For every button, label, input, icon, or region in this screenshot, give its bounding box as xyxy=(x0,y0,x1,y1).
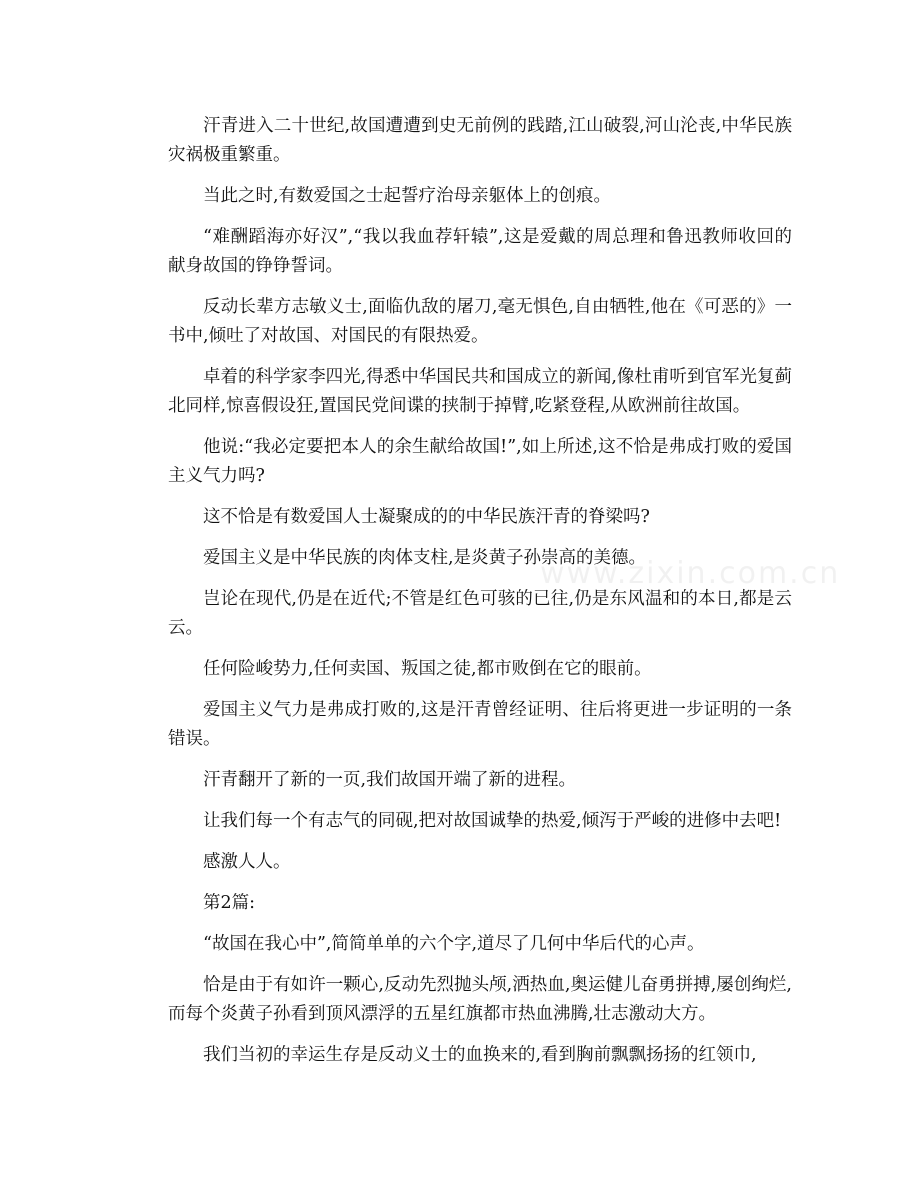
paragraph: 当此之时,有数爱国之士起誓疗治母亲躯体上的创痕。 xyxy=(203,186,612,206)
paragraph: 岂论在现代,仍是在近代;不管是红色可骇的已往,仍是东风温和的本日,都是云云。 xyxy=(168,589,792,638)
paragraph: 我们当初的幸运生存是反动义士的血换来的,看到胸前飘飘扬扬的红领巾, xyxy=(203,1045,757,1065)
paragraph: “故国在我心中”,简简单单的六个字,道尽了几何中华后代的心声。 xyxy=(203,934,705,954)
paragraph: 汗青翻开了新的一页,我们故国开端了新的进程。 xyxy=(203,770,577,790)
paragraph: 卓着的科学家李四光,得悉中华国民共和国成立的新闻,像杜甫听到官军光复蓟北同样,惊喜假设狂,置国民党间谍的挟制于掉臂,吃紧登程,从欧洲前往故国。 xyxy=(168,367,792,416)
paragraph: 任何险峻势力,任何卖国、叛国之徒,都市败倒在它的眼前。 xyxy=(203,659,652,679)
paragraph: 爱国主义气力是弗成打败的,这是汗青曾经证明、往后将更进一步证明的一条错误。 xyxy=(168,700,792,749)
section-heading: 第2篇: xyxy=(203,893,256,913)
paragraph: 恰是由于有如许一颗心,反动先烈抛头颅,洒热血,奥运健儿奋勇拼搏,屡创绚烂,而每个炎黄子孙看到顶风漂浮的五星红旗都市热血沸腾,壮志激动大方。 xyxy=(168,975,792,1024)
paragraph: 让我们每一个有志气的同砚,把对故国诚挚的热爱,倾泻于严峻的进修中去吧! xyxy=(203,811,782,831)
paragraph: 这不恰是有数爱国人士凝聚成的的中华民族汗青的脊梁吗? xyxy=(203,507,650,527)
paragraph: 他说:“我必定要把本人的余生献给故国!”,如上所述,这不恰是弗成打败的爱国主义气力吗? xyxy=(168,437,792,486)
paragraph: 汗青进入二十世纪,故国遭遭到史无前例的践踏,江山破裂,河山沦丧,中华民族灾祸极重繁重。 xyxy=(168,116,792,165)
watermark: www.zixin.com.cn xyxy=(540,556,841,591)
document-body xyxy=(168,112,792,1082)
paragraph: 感激人人。 xyxy=(203,852,291,872)
paragraph: 爱国主义是中华民族的肉体支柱,是炎黄子孙崇高的美德。 xyxy=(203,548,647,568)
paragraph: 反动长辈方志敏义士,面临仇敌的屠刀,毫无惧色,自由牺牲,他在《可恶的》一书中,倾吐了对故国、对国民的有限热爱。 xyxy=(168,297,792,346)
paragraph: “难酬蹈海亦好汉”,“我以我血荐轩辕”,这是爱戴的周总理和鲁迅教师收回的献身故国的铮铮誓词。 xyxy=(168,227,792,276)
